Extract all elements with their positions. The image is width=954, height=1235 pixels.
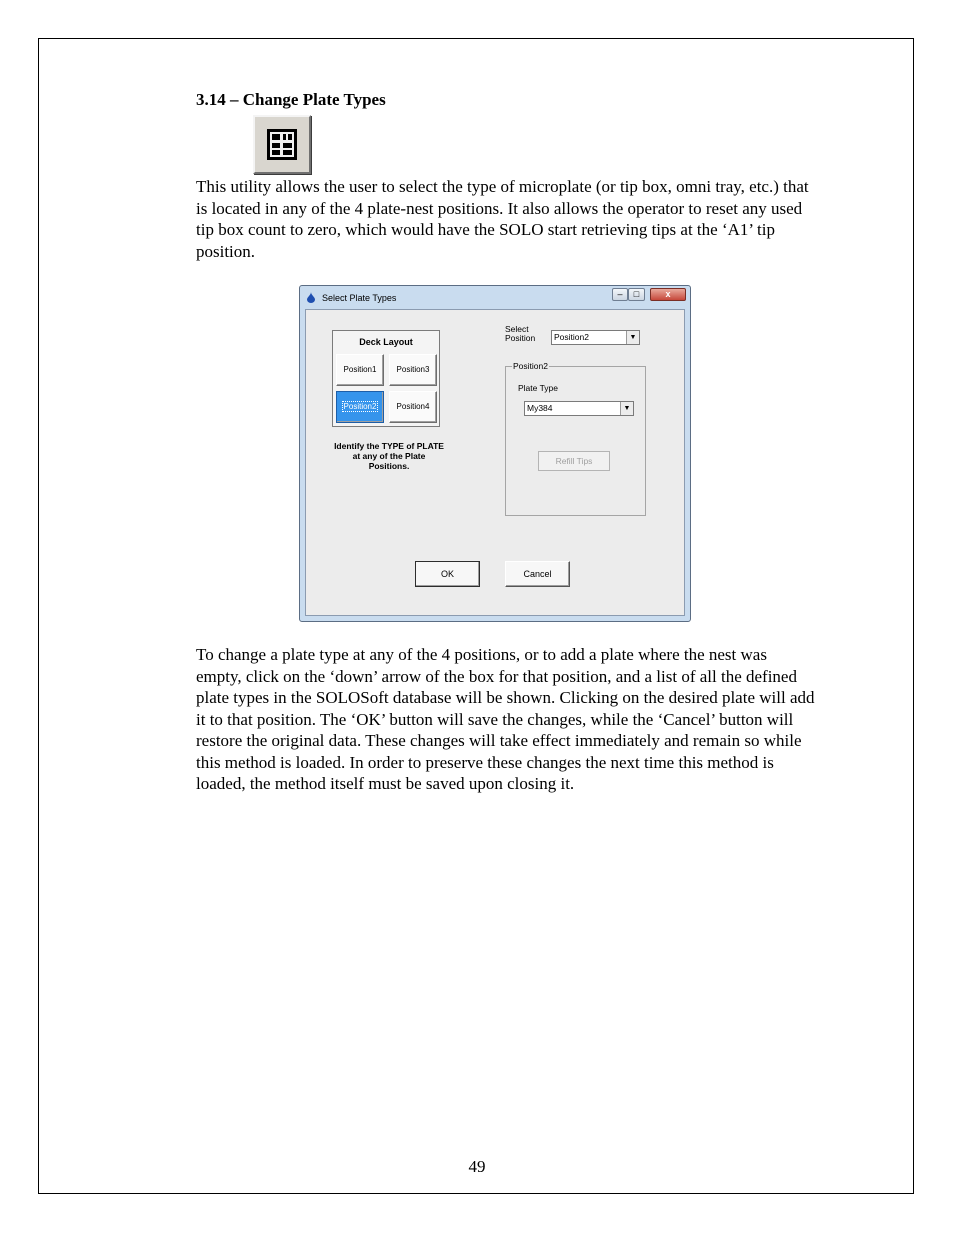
section-heading: 3.14 – Change Plate Types (196, 90, 386, 109)
maximize-button[interactable] (628, 288, 645, 301)
plate-type-value: My384 (527, 403, 553, 413)
position-select[interactable] (551, 330, 640, 345)
identify-instructions: Identify the TYPE of PLATE at any of the Plate Positions. (334, 441, 444, 471)
deck-layout-panel (332, 330, 440, 427)
app-drop-icon (306, 292, 316, 303)
groupbox-label: Position2 (513, 361, 548, 371)
plate-grid-icon (253, 115, 311, 174)
minimize-icon: – (617, 289, 623, 299)
intro-paragraph: This utility allows the user to select the type of microplate (or tip box, omni tray, etc.) that is located in any of the 4 plate-nest positions. It also allows the operator to reset any used tip box count to zero, which would have the SOLO start retrieving tips at the ‘A1’ tip position. (196, 177, 809, 261)
page-number: 49 (468, 1157, 486, 1176)
cancel-button[interactable]: Cancel (505, 561, 570, 587)
select-position-label: Select Position (505, 324, 536, 343)
position-select-value: Position2 (554, 332, 589, 342)
position4-button[interactable]: Position4 (389, 391, 437, 423)
deck-layout-title: Deck Layout (359, 337, 413, 347)
position3-button[interactable]: Position3 (389, 354, 437, 386)
dialog-title: Select Plate Types (322, 293, 397, 303)
body-paragraph: To change a plate type at any of the 4 positions, or to add a plate where the nest was empty, click on the ‘down’ arrow of the box for that position, and a list of all the defined plate types in the SOLOSoft database will be shown. Clicking on the desired plate will add it to that position. The ‘OK’ button will save the changes, while the ‘Cancel’ button will restore the original data. These changes will take effect immediately and remain so while this method is loaded. In order to preserve these changes the next time this method is loaded, the method itself must be saved upon closing it. (196, 645, 815, 793)
ok-button[interactable]: OK (415, 561, 480, 587)
maximize-icon: □ (633, 289, 640, 299)
position2-button[interactable]: Position2 (336, 391, 384, 423)
minimize-button[interactable] (612, 288, 628, 301)
chevron-down-icon[interactable]: ▼ (626, 331, 639, 344)
position-groupbox (505, 361, 646, 516)
select-plate-types-dialog (299, 285, 691, 622)
dialog-titlebar (300, 286, 690, 308)
position1-button[interactable]: Position1 (336, 354, 384, 386)
refill-tips-button[interactable]: Refill Tips (538, 451, 610, 471)
close-icon: x (665, 289, 671, 299)
dialog-client-area (305, 309, 685, 616)
chevron-down-icon[interactable]: ▼ (620, 402, 633, 415)
plate-type-label: Plate Type (518, 383, 559, 393)
close-button[interactable] (650, 288, 686, 301)
plate-type-select[interactable] (524, 401, 634, 416)
